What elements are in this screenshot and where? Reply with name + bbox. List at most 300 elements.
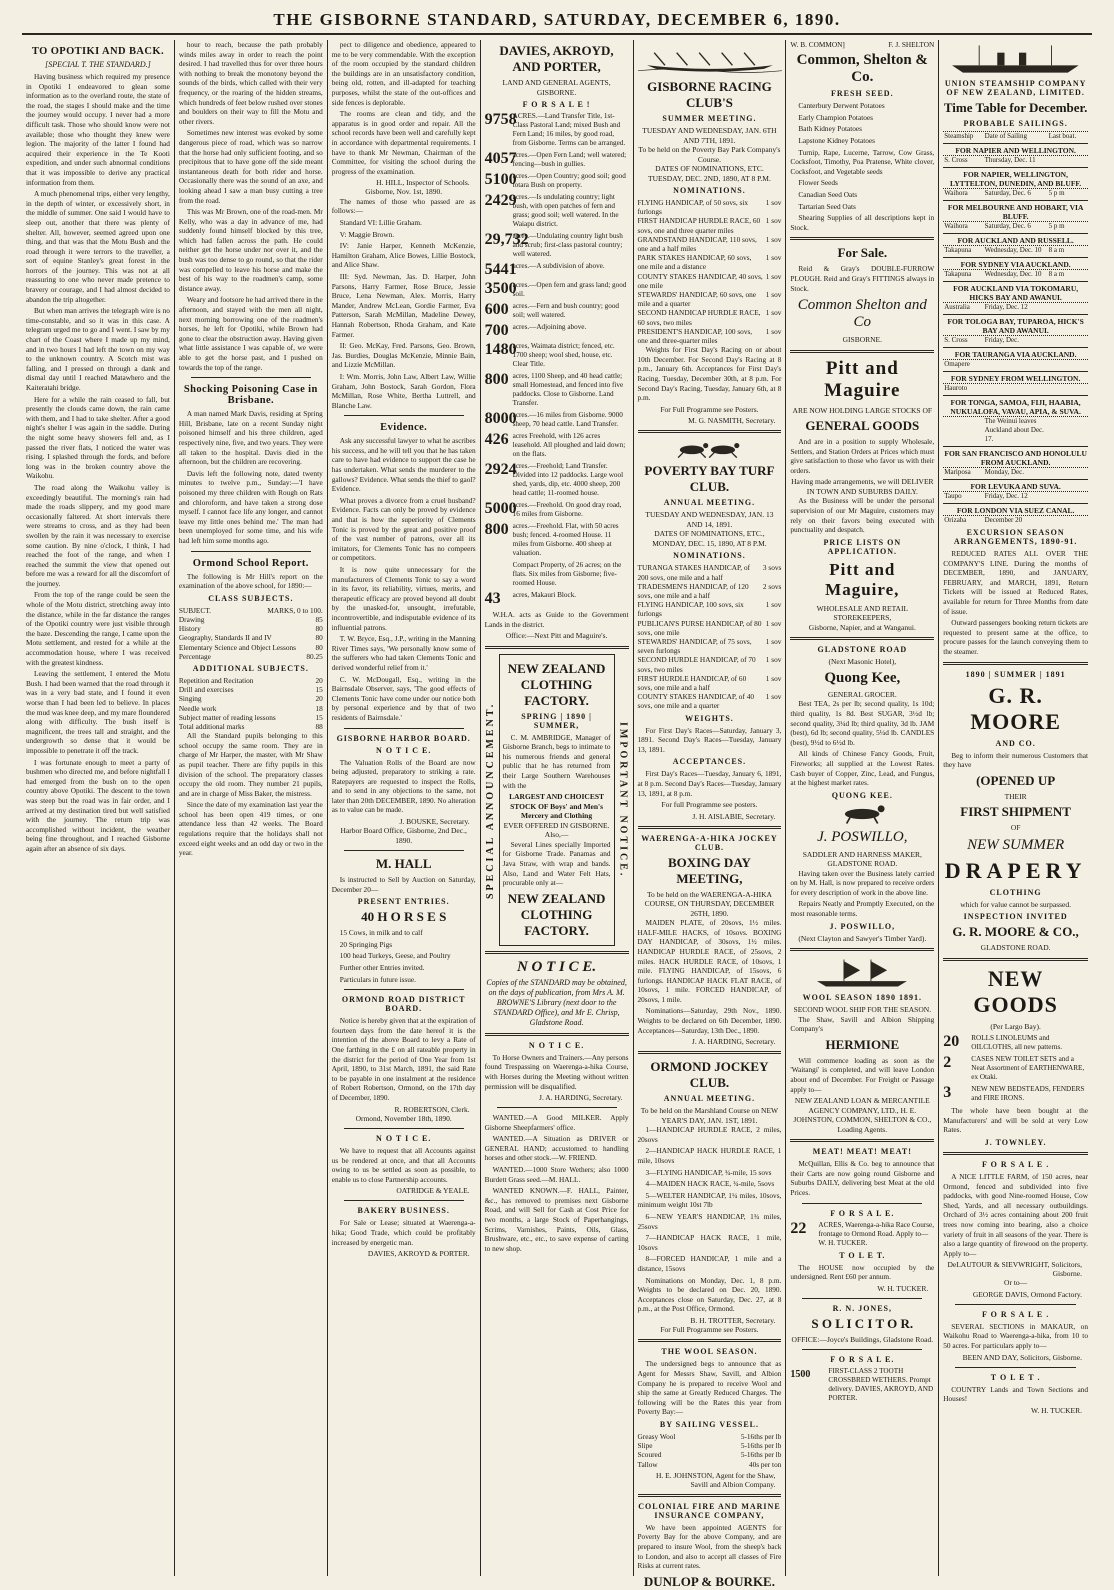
lot-quantity: 5000 (484, 500, 517, 517)
lot-description: acres.—Freehold. On good dray road, 16 miles from Gisborne. (512, 501, 622, 518)
row-value: 88 (315, 721, 323, 731)
ad-address: Office:—Next Pitt and Maguire's. (505, 631, 608, 641)
sailing-cell: Saturday, Dec. 6 (984, 189, 1031, 197)
sale-lot (485, 112, 629, 148)
article-title: TO OPOTIKI AND BACK. (31, 46, 164, 57)
row-label: STEWARDS' HANDICAP, 60 sovs, one mile and a quarter (637, 290, 756, 309)
column-6 (786, 40, 939, 1576)
row-label: TRADESMEN'S HANDICAP, of 120 sovs, one mile and a half (637, 581, 749, 600)
ad-body: To Horse Owners and Trainers.—Any persons found Trespassing on Waerenga-a-hika Course, with Horses during the Meeting without written permission will be disqualified. (484, 1052, 629, 1091)
lot-description: FIRST-CLASS 2 TOOTH CROSSBRED WETHERS. Prompt delivery. DAVIES, AKROYD, AND PORTER. (828, 1367, 934, 1403)
ad-title: Pitt and Maguire (824, 357, 901, 401)
divider (790, 637, 934, 640)
sailing-cell (1048, 156, 1088, 165)
row-label: Singing (178, 694, 202, 704)
sailing-cell (1048, 384, 1088, 393)
ad-title: N O T I C E. (516, 958, 597, 975)
dateline: Gisborne, Nov. 1st, 1890. (365, 187, 443, 197)
table-row (179, 704, 323, 713)
row-label: Subject matter of reading lessons (178, 712, 276, 722)
sailing-cell: Friday, Dec. 12 (984, 303, 1028, 311)
ad-address: GLADSTONE ROAD. (980, 943, 1051, 953)
ad-line: GISBORNE. (842, 335, 882, 345)
row-label: Slipe (637, 1441, 653, 1451)
ad-body: Repairs Neatly and Promptly Executed, on the most reasonable terms. (790, 899, 935, 919)
ad-subtitle: N O T I C E. (376, 745, 432, 755)
ad-line: CLOTHING (989, 887, 1042, 897)
sailing-ship-icon (790, 956, 934, 990)
ad-title: J. POSWILLO, (817, 828, 908, 845)
paragraph: pect to diligence and obedience, appeared to me to be very commendable. With the exception of the room occupied by the standard children the buildings are in an unsatisfactory condition, being old, rotten, and ill-adapted for teaching purposes, whilst the state of the out-offices and side fences is deplorable. (331, 40, 476, 107)
ad-body: The whole have been bought at the Manufacturers' and will be sold at very Low Rates. (943, 1106, 1088, 1135)
paragraph: III: Syd. Newman, Jas. D. Harper, John Parsons, Harry Farmer, Rose Bruce, Jessie Bruce, Lena Newman, Alex. Morris, Harry Mander, Andrew McLean, Gordie Farmer, Eva Patterson, Sarah McMillan, Madeline Dewey, Hannah Robertson, Rhoda Graham, and Kate Farmer. (331, 271, 476, 339)
ad-line: For Full Programme see Posters. (660, 1324, 759, 1334)
lot-quantity: 5441 (484, 261, 517, 278)
row-label: FIRST HANDICAP HURDLE RACE, 60 sovs, one and three quarter miles (637, 216, 761, 235)
lot-quantity: 2924 (484, 461, 517, 478)
sale-lot (485, 232, 629, 259)
sailing-timetable (943, 131, 1088, 525)
sailing-cell (1048, 492, 1088, 501)
paragraph: Early Champion Potatoes (798, 112, 873, 122)
ad-title: M. HALL (375, 856, 432, 872)
partner-right: F. J. SHELTON (888, 40, 935, 49)
sailing-cell: Waihora (944, 189, 968, 197)
signature: H. E. JOHNSTON, Agent for the Shaw, Savill and Albion Company. (656, 1470, 776, 1489)
ad-title: DAVIES, AKROYD, AND PORTER, (499, 43, 614, 74)
signature: W. H. TUCKER. (877, 1283, 929, 1293)
dateline: Ormond, November 18th, 1890. (355, 1113, 452, 1123)
row-value: 5-16ths per lb (740, 1441, 782, 1451)
row-label: History (178, 624, 201, 634)
sale-lot (485, 151, 629, 169)
masthead-rule (22, 33, 1092, 35)
route-heading: FOR TAURANGA VIA AUCKLAND. (943, 347, 1088, 359)
route-heading: FOR AUCKLAND AND RUSSELL. (943, 233, 1088, 245)
ad-highlight: DRAPERY (944, 857, 1087, 883)
lot-quantity: 3 (943, 1084, 952, 1102)
row-label: Geography, Standards II and IV (178, 633, 272, 643)
sailing-cell: Friday, Dec. (984, 336, 1019, 344)
sale-lot (943, 1085, 1088, 1103)
divider (497, 1107, 617, 1108)
ad-subtitle: GENERAL GROCER. (827, 689, 897, 699)
paragraph: 1—HANDICAP HURDLE RACE, 2 miles, 20sovs (637, 1125, 782, 1144)
signature: OATRIDGE & YEALE. (396, 1186, 470, 1196)
sailing-cell: 8 a m (1048, 270, 1065, 278)
paragraph: It is now quite unnecessary for the manufacturers of Clements Tonic to say a word in its favor, its reliability, virtues, merits, and therapeutic efficacy are proved beyond all doubt by the unasked-for, unsought, irrefutable, incontrovertible, and indisputable evidence of its influential patrons. (331, 565, 476, 632)
horse-race-icon (666, 438, 752, 460)
ad-line: To be held on the Poverty Bay Park Company's Course. (638, 145, 781, 164)
ad-title: Common, Shelton & Co. (796, 52, 928, 86)
ad-note: W.H.A. acts as Guide to the Government Lands in the district. (484, 610, 629, 629)
lot-description: CASES NEW TOILET SETS and a Neat Assortment of EARTHENWARE, ex Otaki. (971, 1055, 1085, 1082)
sale-lot (485, 411, 629, 429)
ad-title: WAERENGA-A-HIKA JOCKEY CLUB. (641, 833, 778, 852)
divider (485, 1033, 629, 1036)
route-heading: FOR SYDNEY VIA AUCKLAND. (943, 257, 1088, 269)
race-list (638, 563, 782, 710)
divider (191, 377, 311, 378)
ad-body: As the Business will be under the personal supervision of our Mr Maguire, customers may rely on their favors being executed with punctuality and despatch. (790, 496, 935, 535)
ad-title: For Sale. (837, 245, 888, 261)
lot-quantity: 22 (790, 1219, 807, 1237)
sale-lot (485, 591, 629, 607)
season-line: 1890 | SUMMER | 1891 (965, 669, 1066, 679)
ad-title: BAKERY BUSINESS. (357, 1206, 450, 1216)
section-heading: NOMINATIONS. (673, 186, 746, 195)
divider (485, 646, 629, 649)
lot-quantity: 800 (484, 521, 509, 538)
ad-subtitle: ANNUAL MEETING. (663, 498, 756, 508)
lot-description: acres.—16 miles from Gisborne. 9000 sheep, 70 head cattle. Land Transfer. (512, 411, 623, 428)
sale-lot (485, 262, 629, 278)
lot-quantity: 8000 (484, 410, 517, 427)
paragraph: 20 Springing Pigs (339, 939, 393, 949)
column-3 (328, 40, 481, 1576)
paragraph: 4—MAIDEN HACK RACE, ¾-mile, 5sovs (645, 1179, 775, 1189)
paragraph: Here for a while the rain ceased to fall, but presently the clouds came down, the rain came with them, and I had to take shelter. After a good night's shelter I was again in the saddle. During the night some heavy showers fell and, as I passed the river flats, I noticed the water was rising. I splashed through the fords, and before long was in the broken country above the Waikohu. (26, 394, 170, 481)
paragraph: 5—WELTER HANDICAP, 1¼ miles, 10sovs, minimum weight 10st 7lb (637, 1190, 782, 1210)
divider (943, 958, 1088, 961)
row-value: 1 sov (765, 600, 782, 610)
freight-rates (638, 1432, 782, 1469)
table-row (638, 1441, 782, 1450)
row-value: 1 sov (765, 253, 782, 263)
ad-body: Copies of the STANDARD may be obtained, on the days of publication, from Mrs A. M. BROWNE'S Library (next door to the STANDARD Office), and Mr E. Chrisp, Gladstone Road. (486, 977, 627, 1027)
route-heading: FOR LONDON VIA SUEZ CANAL. (943, 503, 1088, 515)
lot-description: acres.—Adjoining above. (512, 323, 587, 331)
table-row (638, 582, 782, 600)
paragraph: The road along the Waikohu valley is exceedingly beautiful. The morning's rain had made the roads slippery, and my good mare occasionally faltered. At short intervals there were streams to cross, and as they had been swollen by the rain it was necessary to exercise some caution. By nine o'clock, I think, I had reached the foot of the range, and when I reached the summit the view that opened out before me was a reward for all the discomfort of the journey. (26, 482, 170, 588)
table-row (179, 713, 323, 722)
lot-quantity: 2429 (484, 192, 517, 209)
divider (344, 850, 464, 851)
sailing-cell: Thursday, Dec. 11 (984, 156, 1036, 164)
ad-title: ORMOND ROAD DISTRICT BOARD. (341, 995, 466, 1014)
vertical-banner: IMPORTANT NOTICE. (617, 721, 629, 878)
row-label: TURANGA STAKES HANDICAP, of 200 sovs, one mile and a half (637, 563, 751, 582)
sailing-cell: Wednesday, Dec. 10 (984, 246, 1042, 254)
sailing-row (943, 335, 1088, 345)
paragraph: All the Standard pupils belonging to this school occupy the same room. They are in charge of Mr Harper, the master, with Mr Shaw as pupil teacher. There are fifty pupils in this division of the school. The preparatory classes occupy the old room. They number 21 pupils, and are in charge of Miss Baker, the mistress. (178, 731, 323, 798)
row-value: 40s per ton (748, 1459, 782, 1469)
sailing-row (943, 221, 1088, 231)
event-dates: TUESDAY AND WEDNESDAY, JAN. 13 AND 14, 1891. (645, 510, 774, 529)
sailing-cell: Taupo (944, 492, 962, 500)
ad-body: MAIDEN PLATE, of 20sovs, 1½ miles. HALF-MILE HACKS, of 10sovs. BOXING DAY HANDICAP, of 30sovs, 1½ miles. HANDICAP HURDLE RACE, of 25sovs, 2 miles. HACK HURDLE RACE, of 10sovs, 1 mile. FLYING HANDICAP, of 15sovs, 6 furlongs. HANDICAP HACK FLAT RACE, of 10sovs, 1 mile. FORCED HANDICAP, of 20sovs, 1 mile. (637, 918, 782, 1004)
signature: J. A. HARDING, Secretary. (691, 1037, 776, 1047)
table-row (179, 652, 323, 661)
sale-lot (485, 302, 629, 320)
sailing-cell: Takapuna (944, 270, 972, 278)
table-row (638, 563, 782, 581)
ad-body: Nominations on Monday, Dec. 1, 8 p.m. Weights to be declared on Dec. 20, 1890. Acceptances close on Saturday, Dec. 27, at 8 p.m., at the Post Office, Ormond. (637, 1275, 782, 1314)
lot-quantity: 20 (943, 1033, 960, 1051)
table-row (638, 216, 782, 234)
row-value: 20 (315, 675, 323, 685)
sailing-cell: 5 p m (1048, 189, 1065, 197)
signature: DAVIES, AKROYD & PORTER. (367, 1249, 470, 1259)
paragraph: Davis left the following note, dated twenty minutes to twelve p.m., Sunday:—'I have poisoned my three children with Rough on Rats and chloroform, and have taken a strong dose myself. I cannot face life any longer, and cannot leave my little ones behind me.' The man had been unemployed for some time, and his wife had left him some months ago. (178, 468, 323, 545)
sale-lot (485, 193, 629, 229)
table-row (638, 692, 782, 710)
article-title: Shocking Poisoning Case in Brisbane. (183, 384, 318, 407)
paragraph: 15 Cows, in milk and to calf (339, 928, 423, 938)
signature: NEW ZEALAND LOAN & MERCANTILE AGENCY COMPANY, LTD., H. E. JOHNSTON, COMMON, SHELTON & CO., Loading Agents. (793, 1096, 932, 1134)
ad-title: F O R S A L E . (982, 1309, 1050, 1319)
article-body (332, 436, 476, 722)
ad-title: Pitt and Maguire, (825, 559, 900, 599)
ad-title: COLONIAL FIRE AND MARINE INSURANCE COMPANY, (638, 1501, 781, 1520)
masthead: THE GISBORNE STANDARD, SATURDAY, DECEMBER 6, 1890. (273, 10, 841, 29)
article-title: Ormond School Report. (192, 557, 309, 569)
row-value: 1 sov (765, 271, 782, 281)
ad-highlight: GENERAL GOODS (805, 418, 920, 434)
table-row (638, 1432, 782, 1441)
paragraph: Having business which required my presence in Opotiki I endeavored to glean some information as to the overland route, the state of the road, the stages I should make and the time the journey would occupy. I never had a more difficult task. Those who should know were not available; those who thought they knew were legion. The majority of the latter I found had acquired their experience in the Te Kooti expedition, and under such abnormal conditions that it was impossible to derive any practical information from them. (26, 72, 170, 187)
partner-left: W. B. COMMON] (790, 40, 845, 49)
column-2 (175, 40, 328, 1576)
column-1 (22, 40, 175, 1576)
ad-title: N O T I C E. (376, 1134, 432, 1144)
table-row (638, 619, 782, 637)
row-value: 80 (315, 624, 323, 634)
section-heading: WEIGHTS. (685, 713, 734, 723)
route-heading: FOR TONGA, SAMOA, FIJI, HAABIA, NUKUALOFA, VAVAU, APIA, & SUVA. (943, 395, 1088, 416)
paragraph: II: Geo. McKay, Fred. Parsons, Geo. Brown, Jas. Burdies, Douglas McKenzie, Minnie Bain, and Lizzie McMillan. (331, 341, 476, 370)
sale-lot (485, 522, 629, 558)
row-label: Needle work (178, 703, 217, 713)
article-body (179, 731, 323, 858)
ad-subtitle: (Per Largo Bay). (990, 1021, 1041, 1031)
signature: BEEN AND DAY, Solicitors, Gisborne. (962, 1352, 1082, 1362)
ad-line: INSPECTION INVITED (963, 912, 1068, 922)
article-title: Evidence. (380, 422, 428, 434)
row-label: Total additional marks (178, 721, 245, 731)
signature: J. A. HARDING, Secretary. (539, 1093, 623, 1103)
divider (943, 1152, 1088, 1155)
signature: J. H. AISLABIE, Secretary. (692, 811, 776, 821)
ad-body: Having made arrangements, we will DELIVER IN TOWN AND SUBURBS DAILY. (791, 477, 934, 496)
ad-line: EVER OFFERED IN GISBORNE. (503, 820, 610, 830)
ad-body: The undersigned begs to announce that as Agent for Messrs Shaw, Savill, and Albion Company he is prepared to receive Wool and ship the same at Greatly Reduced Charges. The following will be the Rates this year from Poverty Bay:— (637, 1359, 782, 1417)
wanted-ads (485, 1113, 629, 1253)
paragraph: A man named Mark Davis, residing at Spring Hill, Brisbane, late on a recent Sunday night poisoned himself and his three children, aged respectively nine, five, and two years. They were all taken to the hospital. Davis died in the afternoon, but the children are recovering. (178, 409, 323, 467)
table-row (638, 290, 782, 308)
ad-address: OFFICE:—Joyce's Buildings, Gladstone Road. (791, 1334, 934, 1344)
ad-title: GISBORNE HARBOR BOARD. (336, 733, 471, 743)
lot-quantity: 1500 (790, 1369, 811, 1381)
ad-title: N O T I C E. (528, 1040, 585, 1050)
divider (638, 430, 782, 433)
row-value: 1 sov (765, 216, 782, 226)
row-label: Greasy Wool (637, 1432, 676, 1441)
table-row (638, 655, 782, 673)
ad-body: COUNTRY Lands and Town Sections and Houses! (943, 1384, 1088, 1404)
paragraph: Lapstone Kidney Potatoes (798, 135, 875, 145)
ad-body: Will commence loading as soon as the 'Waitangi' is completed, and will leave London about end of December. For Freight or Passage apply to— (790, 1055, 935, 1094)
divider (955, 1367, 1076, 1368)
ad-line: DATES OF NOMINATIONS, ETC., MONDAY, DEC. 15, 1890, AT 8 P.M. (652, 529, 767, 548)
lot-quantity: 5100 (484, 171, 517, 188)
signature: H. HILL, Inspector of Schools. (376, 178, 470, 188)
table-row (638, 637, 782, 655)
paragraph: A much phenomenal trips, either very lengthy, in the depth of winter, or excessively short, in the middle of summer. One said I would have to sleep out, another that there was plenty of shelter. All, however, seemed agreed upon one thing, and that was that the Motu Bush and the road through it were terrors to the traveller, a sort of equine Stanley's great forest in the horrors of the journey. This was not at all reassuring to one who never made pretence to bravery or courage, and I had almost decided to abandon the trip altogether. (26, 189, 170, 304)
paragraph: Since the date of my examination last year the school has been open 419 times, or one attendance less than 42 weeks. The Board regulations require that the holidays shall not exceed eight weeks and an odd day or two in the year. (178, 800, 323, 858)
firm-partners (790, 40, 934, 49)
signature: J. POSWILLO, (829, 921, 896, 931)
ad-body: Notice is hereby given that at the expiration of fourteen days from the date hereof it is the intention of the above Board to levy a Rate of One farthing in the £ on all rateable property in the district for the period of One Year from 1st April, 1890, to 31st March, 1891, the said Rate to be payable in one instalment at the residence of Robert Robertson, Ormond, on the 17th day of December, 1890. (331, 1016, 476, 1102)
sale-lot (485, 501, 629, 519)
article-body (26, 72, 170, 854)
paragraph: hour to reach, because the path probably winds miles away in order to reach the point desired. I had travelled thus for over three hours with nothing to break the monotony beyond the sounds of the birds, which called with their very frequency, or the roaring of the hidden streams, which hundreds of feet below rushed over stones and boulders on their way to fill the Motu and other rivers. (178, 40, 323, 126)
signature: DeLAUTOUR & SIEVWRIGHT, Solicitors, Gisborne. (947, 1260, 1082, 1279)
ad-subtitle: GLADSTONE ROAD (817, 645, 908, 655)
ad-body: Weights for First Day's Racing on or about 10th December. For Second Day's Racing at 8 p.m., January 6th. Acceptances for First Day's Racing, Tuesday, December 30th, at 8 p.m. For Second Day's Racing, Tuesday, January 6th, at 8 p.m. (637, 345, 782, 403)
table-caption: ADDITIONAL SUBJECTS. (192, 663, 309, 673)
lot-quantity: 2 (943, 1054, 952, 1072)
signature: B. H. TROTTER, Secretary. (690, 1315, 776, 1325)
ad-title: T O L E T . (990, 1372, 1041, 1382)
table-row (638, 272, 782, 290)
marks-table (179, 606, 323, 661)
row-value: 1 sov (765, 198, 782, 207)
ad-subtitle: SECOND WOOL SHIP FOR THE SEASON. (793, 1005, 932, 1015)
sale-lot (485, 462, 629, 498)
ad-title: T O L E T. (839, 1250, 886, 1260)
ad-highlight: LARGEST AND CHOICEST STOCK OF Boys' and Men's Mercery and Clothing (509, 792, 604, 821)
sale-lot (485, 323, 629, 339)
ad-body: Is instructed to Sell by Auction on Saturday, December 20— (331, 875, 476, 894)
sale-lot (485, 432, 629, 459)
route-heading: FOR MELBOURNE AND HOBART, VIA BLUFF. (943, 200, 1088, 221)
divider (191, 551, 311, 552)
section-heading: NOMINATIONS. (673, 551, 746, 561)
sailing-cell: S. Cross (944, 156, 968, 164)
paragraph: This was Mr Brown, one of the road-men. Mr Kelly, who was a day in advance of me, had suddenly found himself blocked by this tree, which had fallen across the path. He could neither get the horse under nor over it, and the bush was too dense to go round, so that the rider was compelled to leave his horse and make the best of his way to the roadmen's camp, some distance away. (178, 207, 323, 293)
row-value: 1 sov (765, 655, 782, 665)
paragraph: The rooms are clean and tidy, and the apparatus is in good order and repair. All the school records have been well and carefully kept in accordance with departmental requirements. I have to thank Mr Newman, Chairman of the Committee, for visiting the school during the progress of the examination. (331, 109, 476, 176)
saddle-horse-icon (819, 803, 905, 825)
lot-quantity: 43 (484, 590, 501, 607)
ad-line: For full Programme see posters. (661, 800, 758, 810)
section-heading: ACCEPTANCES. (672, 757, 747, 767)
price-list: Best TEA, 2s per lb; second quality, 1s 10d; third quality, 1s 8d. Best SUGAR, 3½d lb; second quality, 3¼d lb; third quality, 3d lb. JAM (best), 6d lb; second quality, 5¼d lb. CANDLES (best), 9½d to 6½d lb. (790, 699, 935, 747)
table-row (179, 633, 323, 642)
ad-line: Or to— (1004, 1278, 1028, 1288)
sailing-cell: 8 a m (1048, 246, 1065, 254)
columns (22, 40, 1092, 1589)
ad-body: Reid & Gray's DOUBLE-FURROW PLOUGH. Reid and Gray's FITTINGS always in Stock. (790, 264, 935, 293)
ad-body: Several Lines specially Imported for Gisborne Trade. Panamas and Java Straw, with wrap and bands. Also, Land and Water Felt Hats, procurable only at— (502, 839, 611, 888)
lot-description: ROLLS LINOLEUMS and OILCLOTHS, all new patterns. (971, 1034, 1063, 1052)
row-value: 1 sov (765, 326, 782, 336)
ad-highlight: FIRST SHIPMENT (960, 804, 1071, 820)
sailing-cell: The Weinui leaves Auckland about Dec. 17. (984, 417, 1044, 443)
lot-description: acres Freehold, with 126 acres leasehold. All ploughed and laid down; on the flats. (512, 432, 626, 458)
ad-line: Also,— (544, 830, 569, 840)
ad-body: Outward passengers booking return tickets are requested to present same at the office, to procure passes for the launch conveying them to the steamer. (943, 618, 1088, 656)
route-heading: FOR SYDNEY FROM WELLINGTON. (943, 371, 1088, 383)
divider (344, 728, 464, 729)
sailing-row (943, 491, 1088, 501)
ad-title: F O R S A L E . (982, 1160, 1050, 1169)
row-value: 80.25 (306, 651, 323, 661)
sailing-cell (984, 384, 1048, 393)
vertical-banner: SPECIAL ANNOUNCEMENT. (484, 701, 496, 899)
paragraph: I: Wm. Morris, John Law, Albert Law, Willie Graham, John Bostock, Sarah Gordon, Flora McMillan, Rose White, Bertha Luttrell, and Blanche Law. (331, 371, 476, 410)
row-value: 15 (315, 712, 323, 722)
paragraph: Tartarian Seed Oats (798, 201, 856, 211)
sailing-row (943, 302, 1088, 312)
ad-line: which for value cannot be surpassed. (960, 899, 1072, 909)
sailing-row (943, 515, 1088, 525)
sailing-cell: 5 p m (1048, 222, 1065, 230)
ad-body: For First Day's Races—Saturday, January 3, 1891. Second Day's Races—Tuesday, January 13, 1891. (637, 725, 782, 754)
row-value: 5-16ths per lb (740, 1450, 782, 1460)
divider (638, 826, 782, 829)
sailing-row (943, 359, 1088, 369)
ad-body: Beg to inform their numerous Customers that they have (943, 750, 1088, 770)
sailing-cell (1048, 417, 1088, 444)
ad-items (332, 928, 476, 984)
signature: R. ROBERTSON, Clerk. (394, 1104, 470, 1114)
event-dates: TUESDAY AND WEDNESDAY, JAN. 6TH AND 7TH, 1891. (642, 126, 777, 145)
sailing-cell (1048, 468, 1088, 477)
lot-description: acres.—Fern and bush country; good soil; well watered. (512, 302, 620, 319)
pass-list (332, 218, 476, 410)
divider (790, 350, 934, 353)
paragraph: Sometimes new interest was evoked by some dangerous piece of road, which was so narrow that the horse had only sufficient footing, and so precipitous that to have gone off the side meant instantaneous death for both rider and horse. Occasionally there was the sound of an axe, and looking ahead I saw a man busy cutting a tree from the road. (178, 128, 323, 205)
paragraph: Ask any successful lawyer to what he ascribes his success, and he will tell you that he has taken care to have had evidence to support the case he has undertaken. What sends the murderer to the gallows? Evidence. What sends the thief to gaol? Evidence. (331, 436, 476, 494)
table-row (179, 643, 323, 652)
ad-title: GISBORNE RACING CLUB'S (647, 79, 772, 110)
ad-highlight: 40 H O R S E S (361, 909, 447, 925)
ad-body: First Day's Races—Tuesday, January 6, 1891, at 8 p.m. Second Day's Races—Tuesday, January 13, 1891, at 8 p.m. (637, 769, 782, 798)
ad-footer: NEW ZEALAND CLOTHING FACTORY. (507, 890, 606, 938)
paragraph: Further other Entries invited. (339, 963, 425, 973)
ad-title: ORMOND JOCKEY CLUB. (650, 1059, 769, 1091)
row-label: SECOND HURDLE HANDICAP, of 70 sovs, two miles (637, 655, 756, 674)
row-label: SUBJECT. (178, 605, 211, 615)
table-row (638, 600, 782, 618)
table-row (638, 253, 782, 271)
ad-subtitle: ARE NOW HOLDING LARGE STOCKS OF (792, 405, 933, 415)
ad-line: OF (1010, 823, 1021, 833)
lot-quantity: 426 (484, 431, 509, 448)
ad-title: G. R. MOORE (970, 682, 1061, 734)
ad-body: For Sale or Lease; situated at Waerenga-a-hika; Good Trade, which could be profitably increased by energetic man. (331, 1218, 476, 1247)
paragraph: 2—HANDICAP HACK HURDLE RACE, 1 mile, 10sovs (637, 1146, 782, 1166)
ad-title: MEAT! MEAT! MEAT! (812, 1147, 912, 1157)
paragraph: WANTED.—A Good MILKER. Apply Gisborne Sheepfarmers' office. (484, 1113, 629, 1132)
lot-description: acres.—Freehold; Land Transfer. Divided into 12 paddocks. Large wool shed, yards, dip, etc. 4000 sheep, 200 head cattle; 11-roomed house. (512, 462, 624, 497)
lot-description: acres.—Is undulating country; light bush, with open patches of fern and grass; good soil; well watered. In the Waiapu district. (512, 193, 619, 228)
paragraph: Bath Kidney Potatoes (798, 124, 863, 134)
ad-body: C. M. AMBRIDGE, Manager of Gisborne Branch, begs to intimate to his numerous friends and general public that he has returned from their Large Southern Warehouses with the (502, 732, 611, 790)
row-label: COUNTY STAKES HANDICAP, 40 sovs, one mile (637, 271, 763, 290)
sailing-cell: Wednesday, Dec. 10 (984, 270, 1042, 278)
sailing-row (943, 416, 1088, 444)
paragraph: But when man arrives the telegraph wire is no time-constable, and so it was in this case. A telegram urged me to go and I went. I saw by my chart of the Coast where I made up my mind, and in two hours I had left the town on my way to the unknown country. A Scotch mist was falling, and I pressed on through a dank and dismal day until I reached Matawhero and the Kaiteratahi bridge. (26, 306, 170, 392)
divider (790, 948, 934, 951)
sailing-cell (1048, 303, 1088, 312)
ad-address: Gisborne, Napier, and at Wanganui. (808, 622, 916, 632)
paragraph: 3—FLYING HANDICAP, ¾-mile, 15 sovs (645, 1167, 772, 1177)
ad-subtitle: SADDLER AND HARNESS MAKER, GLADSTONE ROAD. (802, 849, 922, 869)
section-heading: EXCURSION SEASON ARRANGEMENTS, 1890-91. (953, 528, 1078, 546)
